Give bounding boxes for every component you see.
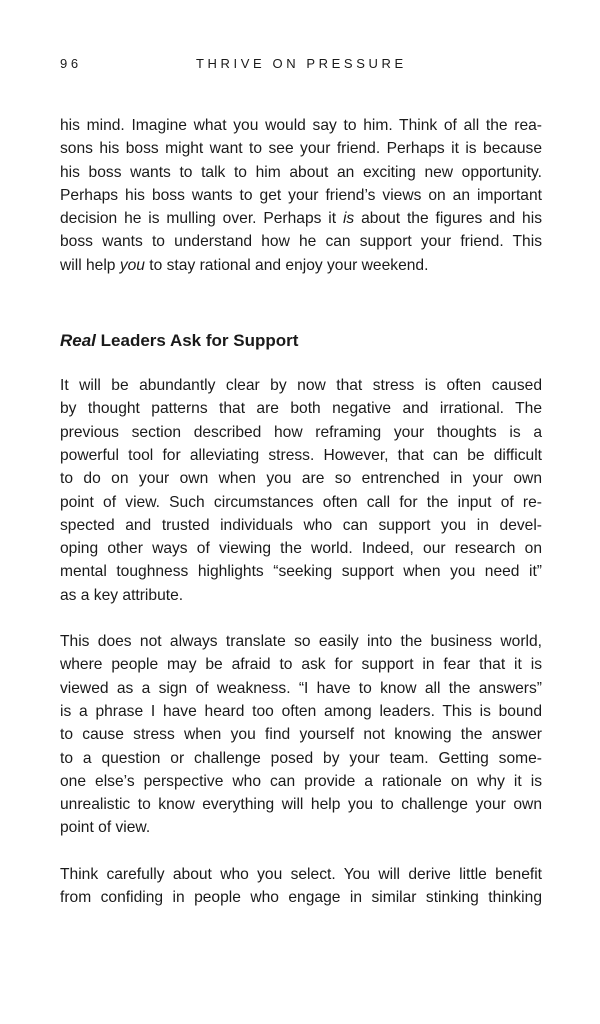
text-line: previous section described how reframing your thoughts is a	[60, 423, 542, 441]
emphasis-is: is	[342, 210, 355, 228]
text-segment: about the figures and his	[354, 210, 542, 228]
text-line: mental toughness highlights “seeking support when you need it”	[60, 563, 542, 581]
text-line: viewed as a sign of weakness. “I have to know all the answers”	[60, 679, 542, 697]
paragraph-4	[60, 863, 542, 910]
text-line: point of view.	[60, 819, 151, 837]
text-line: his boss wants to talk to him about an exciting new opportunity.	[60, 163, 542, 181]
text-line: Perhaps his boss wants to get your friend’s views on an important	[60, 186, 542, 204]
text-line: Think carefully about who you select. You will derive little benefit	[60, 865, 542, 883]
text-line: It will be abundantly clear by now that stress is often caused	[60, 377, 542, 395]
text-line: from confiding in people who engage in similar stinking thinking	[60, 889, 542, 907]
text-line-with-emphasis	[60, 254, 542, 277]
text-line: where people may be afraid to ask for support in fear that it is	[60, 656, 542, 674]
text-line: is a phrase I have heard too often among leaders. This is bound	[60, 702, 542, 720]
section-heading	[60, 329, 542, 353]
paragraph-1	[60, 114, 542, 277]
text-line: as a key attribute.	[60, 586, 184, 604]
section-heading-italic: Real	[60, 331, 96, 351]
text-line: point of view. Such circumstances often call for the input of re-	[60, 493, 542, 511]
section-heading-rest: Leaders Ask for Support	[95, 331, 299, 351]
text-line: to a question or challenge posed by your team. Getting some-	[60, 749, 542, 767]
text-line: oping other ways of viewing the world. Indeed, our research on	[60, 540, 542, 558]
text-line: This does not always translate so easily into the business world,	[60, 633, 542, 651]
paragraph-2	[60, 374, 542, 607]
running-head	[60, 56, 542, 74]
text-segment: to stay rational and enjoy your weekend.	[144, 256, 429, 274]
text-line: his mind. Imagine what you would say to him. Think of all the rea-	[60, 117, 542, 134]
text-line: boss wants to understand how he can support your friend. This	[60, 233, 542, 251]
text-segment: will help	[60, 256, 120, 274]
book-title: THRIVE ON PRESSURE	[196, 56, 407, 71]
text-line: spected and trusted individuals who can support you in devel-	[60, 516, 542, 534]
text-segment: decision he is mulling over. Perhaps it	[60, 210, 343, 228]
text-line: unrealistic to know everything will help you to challenge your own	[60, 796, 542, 814]
text-line: sons his boss might want to see your friend. Perhaps it is because	[60, 140, 542, 158]
text-line: powerful tool for alleviating stress. However, that can be difficult	[60, 446, 542, 464]
paragraph-3	[60, 630, 542, 840]
page-number: 96	[60, 56, 82, 71]
text-line-with-emphasis	[60, 207, 542, 230]
text-line: by thought patterns that are both negative and irrational. The	[60, 400, 542, 418]
page-body	[60, 114, 542, 909]
emphasis-you: you	[119, 256, 145, 274]
text-line: one else’s perspective who can provide a rationale on why it is	[60, 772, 542, 790]
text-line: to cause stress when you find yourself not knowing the answer	[60, 726, 542, 744]
text-line: to do on your own when you are so entrenched in your own	[60, 470, 542, 488]
